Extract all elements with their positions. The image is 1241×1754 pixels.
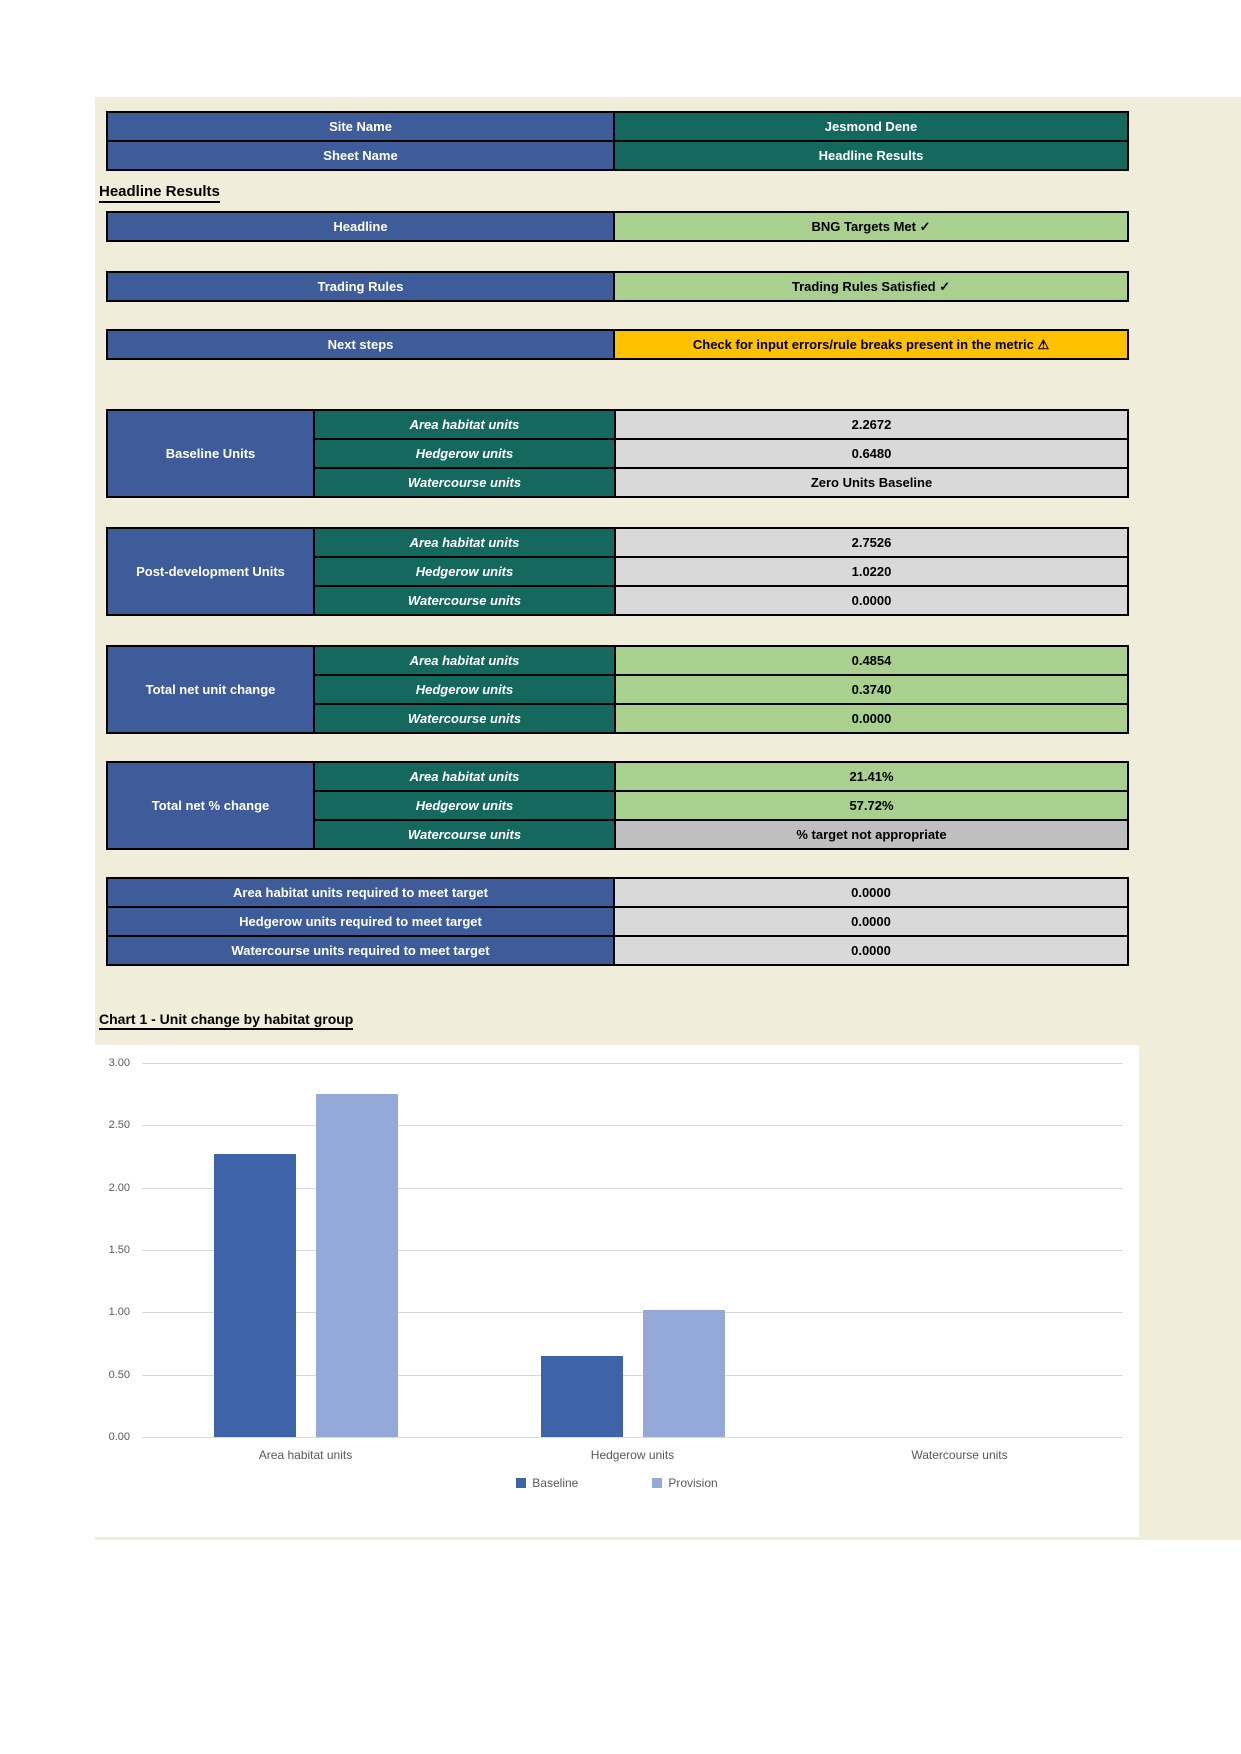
baseline-units-area-habitat-units-header-cell: Area habitat units <box>315 411 614 438</box>
gridline-2.50 <box>142 1125 1123 1126</box>
area-habitat-units-required-to-meet-target-value-cell: 0.0000 <box>615 879 1127 906</box>
gridline-3.00 <box>142 1063 1123 1064</box>
total-net-unit-change-section <box>106 645 1129 734</box>
y-axis-tick-label: 1.50 <box>108 1244 130 1256</box>
site-name-value-cell: Jesmond Dene <box>615 113 1127 140</box>
baseline-units-section <box>106 409 1129 498</box>
section-heading: Headline Results <box>99 183 220 203</box>
baseline-units-title-cell: Baseline Units <box>108 411 313 496</box>
chart-legend <box>95 1476 1139 1490</box>
baseline-swatch-icon <box>516 1478 526 1488</box>
unit-change-chart <box>95 1045 1139 1537</box>
next-steps-label-cell: Next steps <box>108 331 613 358</box>
post-development-units-hedgerow-units-header-cell: Hedgerow units <box>315 558 614 585</box>
watercourse-units-required-to-meet-target-value-cell: 0.0000 <box>615 937 1127 964</box>
next-steps-row <box>106 329 1129 360</box>
post-development-units-area-habitat-units-value-cell: 2.7526 <box>616 529 1127 556</box>
post-development-units-title-cell: Post-development Units <box>108 529 313 614</box>
legend-item-baseline <box>516 1476 578 1490</box>
y-axis-tick-label: 0.50 <box>108 1368 130 1381</box>
sheet-name-label-cell: Sheet Name <box>108 142 613 169</box>
total-net-unit-change-area-habitat-units-value-cell: 0.4854 <box>616 647 1127 674</box>
y-axis-tick-label: 2.50 <box>108 1119 130 1132</box>
post-development-units-watercourse-units-header-cell: Watercourse units <box>315 587 614 614</box>
total-net-change-area-habitat-units-header-cell: Area habitat units <box>315 763 614 790</box>
y-axis-tick-label: 2.00 <box>108 1181 130 1194</box>
hedgerow-units-required-to-meet-target-label-cell: Hedgerow units required to meet target <box>108 908 613 935</box>
x-axis-category-label-watercourse-units: Watercourse units <box>911 1448 1008 1462</box>
x-axis-category-label-hedgerow-units: Hedgerow units <box>590 1448 675 1462</box>
bar-baseline-area-habitat-units <box>214 1154 296 1437</box>
total-net-unit-change-hedgerow-units-header-cell: Hedgerow units <box>315 676 614 703</box>
x-axis-category-label-area-habitat-units: Area habitat units <box>258 1448 353 1462</box>
y-axis-tick-label: 1.00 <box>108 1306 130 1319</box>
post-development-units-section <box>106 527 1129 616</box>
sheet-name-value-cell: Headline Results <box>615 142 1127 169</box>
baseline-units-hedgerow-units-header-cell: Hedgerow units <box>315 440 614 467</box>
baseline-units-hedgerow-units-value-cell: 0.6480 <box>616 440 1127 467</box>
legend-label-baseline: Baseline <box>532 1476 579 1490</box>
units-required-table <box>106 877 1129 966</box>
baseline-units-watercourse-units-header-cell: Watercourse units <box>315 469 614 496</box>
baseline-units-area-habitat-units-value-cell: 2.2672 <box>616 411 1127 438</box>
post-development-units-watercourse-units-value-cell: 0.0000 <box>616 587 1127 614</box>
chart-title: Chart 1 - Unit change by habitat group <box>99 1011 353 1030</box>
baseline-units-watercourse-units-value-cell: Zero Units Baseline <box>616 469 1127 496</box>
legend-label-provision: Provision <box>668 1476 718 1490</box>
area-habitat-units-required-to-meet-target-label-cell: Area habitat units required to meet target <box>108 879 613 906</box>
bar-provision-hedgerow-units <box>643 1310 725 1437</box>
total-net-unit-change-watercourse-units-value-cell: 0.0000 <box>616 705 1127 732</box>
total-net-unit-change-area-habitat-units-header-cell: Area habitat units <box>315 647 614 674</box>
headline-value-cell: BNG Targets Met ✓ <box>615 213 1127 240</box>
bar-provision-area-habitat-units <box>316 1094 398 1437</box>
total-net-unit-change-hedgerow-units-value-cell: 0.3740 <box>616 676 1127 703</box>
total-net-percent-change-section <box>106 761 1129 850</box>
total-net-change-hedgerow-units-value-cell: 57.72% <box>616 792 1127 819</box>
post-development-units-area-habitat-units-header-cell: Area habitat units <box>315 529 614 556</box>
legend-item-provision <box>652 1476 717 1490</box>
headline-label-cell: Headline <box>108 213 613 240</box>
total-net-change-title-cell: Total net % change <box>108 763 313 848</box>
y-axis-tick-label: 3.00 <box>108 1057 130 1069</box>
trading-rules-row <box>106 271 1129 302</box>
headline-row <box>106 211 1129 242</box>
watercourse-units-required-to-meet-target-label-cell: Watercourse units required to meet target <box>108 937 613 964</box>
total-net-change-area-habitat-units-value-cell: 21.41% <box>616 763 1127 790</box>
trading-rules-value-cell: Trading Rules Satisfied ✓ <box>615 273 1127 300</box>
total-net-change-watercourse-units-value-cell: % target not appropriate <box>616 821 1127 848</box>
total-net-change-watercourse-units-header-cell: Watercourse units <box>315 821 614 848</box>
provision-swatch-icon <box>652 1478 662 1488</box>
total-net-unit-change-title-cell: Total net unit change <box>108 647 313 732</box>
bar-baseline-hedgerow-units <box>541 1356 623 1437</box>
y-axis-tick-label: 0.00 <box>108 1431 130 1443</box>
post-development-units-hedgerow-units-value-cell: 1.0220 <box>616 558 1127 585</box>
gridline-0.00 <box>142 1437 1123 1438</box>
total-net-unit-change-watercourse-units-header-cell: Watercourse units <box>315 705 614 732</box>
total-net-change-hedgerow-units-header-cell: Hedgerow units <box>315 792 614 819</box>
site-name-label-cell: Site Name <box>108 113 613 140</box>
next-steps-value-cell: Check for input errors/rule breaks present in the metric ⚠ <box>615 331 1127 358</box>
hedgerow-units-required-to-meet-target-value-cell: 0.0000 <box>615 908 1127 935</box>
site-info-table <box>106 111 1129 171</box>
trading-rules-label-cell: Trading Rules <box>108 273 613 300</box>
